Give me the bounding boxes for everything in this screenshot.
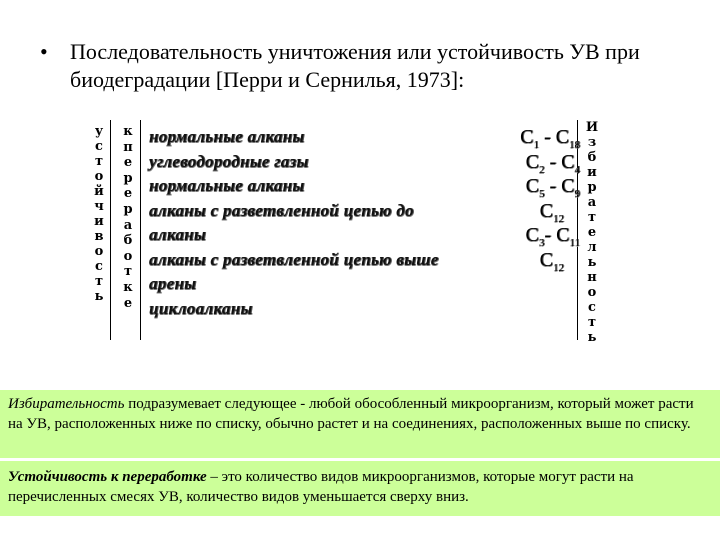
carbon-range-formula <box>480 151 580 176</box>
vertical-letter: е <box>587 225 597 240</box>
formula-part-b: C <box>561 175 575 197</box>
vertical-letter: л <box>587 240 597 255</box>
formula-list <box>480 126 580 273</box>
formula-part-b: C <box>539 248 553 271</box>
vertical-letter: п <box>123 139 133 155</box>
vertical-letter: р <box>123 170 133 186</box>
vertical-letter: т <box>94 274 104 289</box>
formula-part-sep: - <box>544 224 557 246</box>
formula-part-a: C <box>525 175 539 197</box>
vertical-letter: р <box>123 201 133 217</box>
carbon-range-formula <box>480 249 580 274</box>
vertical-letter: й <box>94 184 104 199</box>
bullet-icon: • <box>40 39 48 64</box>
formula-part-b-sub: 4 <box>574 163 580 176</box>
resistance-text: – это количество видов микроорганизмов, которые могут расти на перечисленных смесях УВ, количество видов уменьшается сверху вниз. <box>8 469 634 505</box>
formula-part-sep: - <box>544 175 562 197</box>
resistance-definition-box <box>0 459 720 516</box>
vertical-letter: т <box>94 154 104 169</box>
vertical-letter: ч <box>94 199 104 214</box>
hydrocarbon-list-item: нормальные алканы <box>149 176 305 195</box>
vertical-letter: а <box>587 195 597 210</box>
vertical-label-ustoichivost <box>92 124 106 304</box>
vertical-letter: т <box>587 315 597 330</box>
formula-part-a: C <box>525 150 539 173</box>
vertical-letter: о <box>587 285 597 300</box>
hydrocarbon-list-item: алканы <box>149 225 206 244</box>
formula-part-b-sub: 18 <box>569 139 580 151</box>
vertical-letter: е <box>123 186 133 202</box>
hydrocarbon-list-item: циклоалканы <box>149 298 253 318</box>
hydrocarbon-list-item: углеводородные газы <box>149 151 309 171</box>
formula-part-a-sub: 5 <box>538 188 545 200</box>
vertical-letter: о <box>123 248 133 264</box>
vertical-letter: к <box>123 124 133 139</box>
vertical-letter: ь <box>587 255 597 270</box>
hydrocarbon-list-item: нормальные алканы <box>149 127 305 146</box>
vertical-letter: б <box>587 150 597 165</box>
vertical-letter: И <box>585 120 599 135</box>
vertical-label-k-pererabotke <box>121 124 135 311</box>
carbon-range-formula <box>480 175 580 200</box>
vertical-letter: а <box>123 217 133 233</box>
carbon-range-formula <box>480 126 580 151</box>
formula-part-b-sub: 11 <box>569 237 580 249</box>
vertical-letter: ь <box>94 289 104 304</box>
formula-part-a-sub: 2 <box>538 163 545 176</box>
hydrocarbon-list-item: алканы с разветвленной цепью до <box>149 200 414 220</box>
vertical-letter: т <box>123 264 133 280</box>
formula-part-b-sub: 12 <box>553 212 564 225</box>
column-divider-left <box>110 120 111 340</box>
vertical-label-izbiratelnost <box>585 120 599 345</box>
vertical-letter: б <box>123 233 133 249</box>
heading <box>42 38 682 94</box>
formula-part-sep: - <box>538 126 556 148</box>
vertical-letter: е <box>123 295 133 311</box>
formula-part-b-sub: 12 <box>553 261 564 274</box>
formula-part-a: C <box>525 224 539 246</box>
vertical-letter: о <box>94 244 104 259</box>
formula-part-a-sub: 3 <box>538 237 545 249</box>
vertical-letter: в <box>94 229 104 244</box>
hydrocarbon-list-item: арены <box>149 274 197 293</box>
selectivity-definition-box <box>0 390 720 458</box>
formula-part-b: C <box>556 224 570 246</box>
resistance-term: Устойчивость к переработке <box>8 469 207 485</box>
vertical-letter: с <box>95 139 103 154</box>
vertical-letter: о <box>94 169 104 184</box>
vertical-letter: т <box>587 210 597 225</box>
formula-part-b: C <box>539 199 553 222</box>
selectivity-term: Избирательность <box>8 396 125 412</box>
vertical-letter: н <box>587 270 597 285</box>
vertical-letter: ь <box>587 330 597 345</box>
vertical-letter: з <box>587 135 597 150</box>
formula-part-sep: - <box>544 150 562 173</box>
vertical-letter: к <box>123 279 133 295</box>
formula-part-a-sub: 1 <box>533 139 539 151</box>
selectivity-text: подразумевает следующее - любой обособленный микроорганизм, который может расти на УВ, расположенных ниже по списку, обычно растет и на соединениях, расположенных выше по списку. <box>8 396 694 432</box>
heading-text: Последовательность уничтожения или устойчивость УВ при биодеградации [Перри и Сернилья, 1973]: <box>70 39 640 92</box>
vertical-letter: с <box>95 259 103 274</box>
vertical-letter: с <box>588 300 596 315</box>
carbon-range-formula <box>480 200 580 225</box>
vertical-letter: е <box>123 155 133 171</box>
vertical-letter: у <box>94 124 104 139</box>
formula-part-b: C <box>555 126 569 148</box>
formula-part-b: C <box>561 150 575 173</box>
vertical-letter: и <box>587 165 597 180</box>
vertical-letter: и <box>94 214 104 229</box>
column-divider-middle <box>140 120 141 340</box>
formula-part-a: C <box>520 126 534 148</box>
formula-part-b-sub: 9 <box>574 188 580 200</box>
hydrocarbon-list-item: алканы с разветвленной цепью выше <box>149 249 439 269</box>
carbon-range-formula <box>480 224 580 249</box>
vertical-letter: р <box>587 180 597 195</box>
